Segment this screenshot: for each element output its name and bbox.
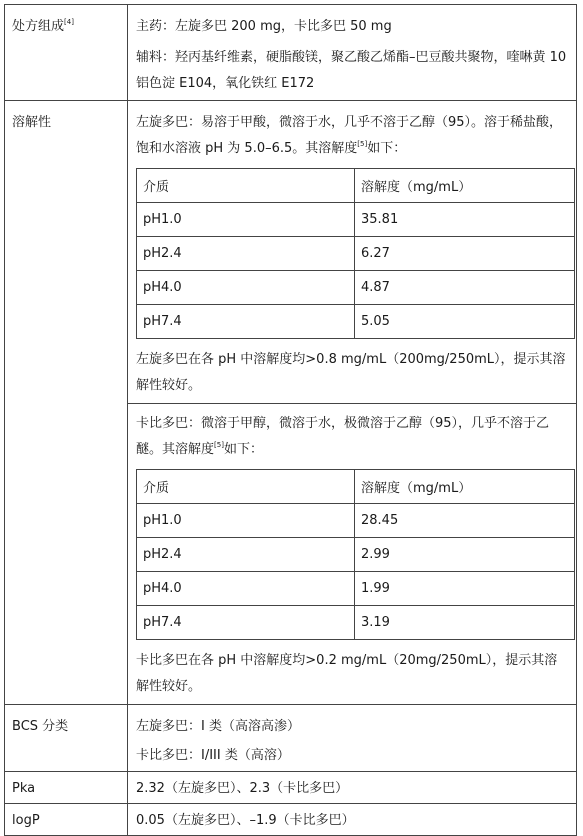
solubility-cell: 5.05 xyxy=(355,305,575,339)
drug-info-table xyxy=(4,4,577,836)
bcs-row xyxy=(5,705,577,772)
reference-marker: [4] xyxy=(64,18,74,26)
table-row xyxy=(137,203,575,237)
medium-cell: pH4.0 xyxy=(137,572,355,606)
logp-content-cell xyxy=(128,804,577,836)
carbidopa-solubility-table xyxy=(136,469,575,640)
solubility-cell: 3.19 xyxy=(355,606,575,640)
medium-cell: pH1.0 xyxy=(137,203,355,237)
bcs-content-cell xyxy=(128,705,577,772)
table-row xyxy=(137,538,575,572)
levodopa-conclusion: 左旋多巴在各 pH 中溶解度均>0.8 mg/mL（200mg/250mL），提示其溶解性较好。 xyxy=(136,352,566,393)
formulation-content-cell xyxy=(128,5,577,101)
solubility-cell: 2.99 xyxy=(355,538,575,572)
excipients-text: 辅料：羟丙基纤维素，硬脂酸镁，聚乙酸乙烯酯–巴豆酸共聚物，喹啉黄 10 铝色淀 E104，氧化铁红 E172 xyxy=(136,50,567,91)
solubility-label: 溶解性 xyxy=(12,115,52,130)
solubility-row xyxy=(5,101,577,705)
formulation-label: 处方组成 xyxy=(12,19,65,34)
reference-marker: [5] xyxy=(214,441,224,449)
header-solubility: 溶解度（mg/mL） xyxy=(355,470,575,504)
table-header-row xyxy=(137,169,575,203)
table-row xyxy=(137,572,575,606)
pka-row xyxy=(5,772,577,804)
medium-cell: pH7.4 xyxy=(137,606,355,640)
bcs-carbidopa: 卡比多巴：I/III 类（高溶） xyxy=(136,748,290,763)
medium-cell: pH2.4 xyxy=(137,538,355,572)
carbidopa-conclusion: 卡比多巴在各 pH 中溶解度均>0.2 mg/mL（20mg/250mL），提示其溶解性较好。 xyxy=(136,653,558,694)
levodopa-section xyxy=(128,101,576,403)
logp-label: logP xyxy=(12,813,40,828)
levodopa-desc-text: 左旋多巴：易溶于甲酸，微溶于水，几乎不溶于乙醇（95）。溶于稀盐酸，饱和水溶液 pH 为 5.0–6.5。其溶解度 xyxy=(136,115,563,156)
table-row xyxy=(137,606,575,640)
carbidopa-desc-text: 卡比多巴：微溶于甲醇，微溶于水，极微溶于乙醇（95），几乎不溶于乙醚。其溶解度 xyxy=(136,416,550,457)
carbidopa-description xyxy=(136,411,568,463)
table-row xyxy=(137,237,575,271)
table-row xyxy=(137,305,575,339)
bcs-label: BCS 分类 xyxy=(12,719,69,734)
main-drug-text: 主药：左旋多巴 200 mg，卡比多巴 50 mg xyxy=(136,19,392,34)
logp-label-cell xyxy=(5,804,128,836)
header-medium: 介质 xyxy=(137,169,355,203)
solubility-cell: 1.99 xyxy=(355,572,575,606)
formulation-label-cell xyxy=(5,5,128,101)
reference-marker: [5] xyxy=(357,140,368,148)
table-row xyxy=(137,504,575,538)
pka-label: Pka xyxy=(12,781,36,796)
table-header-row xyxy=(137,470,575,504)
pka-value: 2.32（左旋多巴）、2.3（卡比多巴） xyxy=(136,781,349,796)
medium-cell: pH4.0 xyxy=(137,271,355,305)
bcs-levodopa: 左旋多巴：I 类（高溶高渗） xyxy=(136,719,300,734)
header-solubility: 溶解度（mg/mL） xyxy=(355,169,575,203)
levodopa-solubility-table xyxy=(136,168,575,339)
pka-content-cell xyxy=(128,772,577,804)
medium-cell: pH2.4 xyxy=(137,237,355,271)
solubility-content-cell xyxy=(128,101,577,705)
solubility-cell: 6.27 xyxy=(355,237,575,271)
bcs-label-cell xyxy=(5,705,128,772)
carbidopa-section xyxy=(128,403,576,704)
medium-cell: pH1.0 xyxy=(137,504,355,538)
table-row xyxy=(137,271,575,305)
solubility-cell: 35.81 xyxy=(355,203,575,237)
solubility-label-cell xyxy=(5,101,128,705)
solubility-cell: 28.45 xyxy=(355,504,575,538)
medium-cell: pH7.4 xyxy=(137,305,355,339)
pka-label-cell xyxy=(5,772,128,804)
formulation-row xyxy=(5,5,577,101)
levodopa-desc-suffix: 如下： xyxy=(367,141,407,156)
header-medium: 介质 xyxy=(137,470,355,504)
logp-value: 0.05（左旋多巴）、–1.9（卡比多巴） xyxy=(136,813,355,828)
carbidopa-desc-suffix: 如下： xyxy=(223,442,263,457)
logp-row xyxy=(5,804,577,836)
levodopa-description xyxy=(136,110,568,162)
solubility-cell: 4.87 xyxy=(355,271,575,305)
